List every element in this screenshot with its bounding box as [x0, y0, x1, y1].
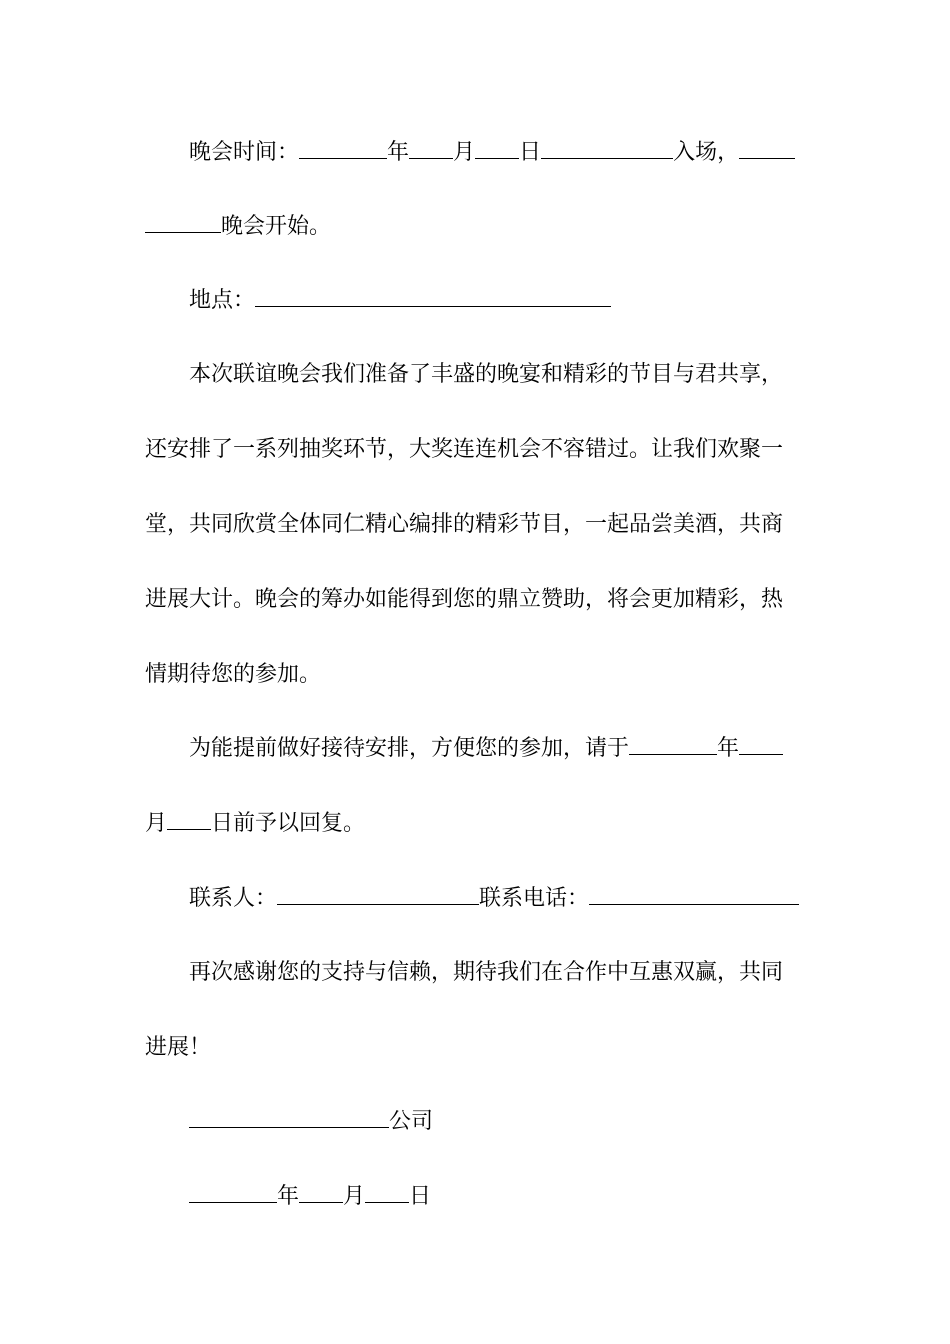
year-text: 年 [387, 140, 410, 165]
para2-line2 [145, 809, 807, 839]
month-blank [409, 138, 453, 159]
reply-day-blank [167, 809, 211, 830]
sign-month-blank [299, 1182, 343, 1203]
start-time-blank-part2 [145, 212, 221, 233]
reply-tail-text: 日前予以回复。 [211, 811, 366, 836]
day-blank [475, 138, 519, 159]
para3-line1: 再次感谢您的支持与信赖，期待我们在合作中互惠双赢，共同 [189, 960, 784, 985]
contact-blank [277, 884, 479, 905]
para1-line4: 进展大计。晚会的筹办如能得到您的鼎立赞助，将会更加精彩，热 [145, 587, 784, 612]
sign-day-blank [365, 1182, 409, 1203]
place-line [145, 286, 807, 316]
reply-year-blank [629, 734, 717, 755]
para1-line5: 情期待您的参加。 [145, 662, 322, 687]
phone-blank [589, 884, 799, 905]
para1-line3: 堂，共同欣赏全体同仁精心编排的精彩节目，一起品尝美酒，共商 [145, 512, 784, 537]
company-text: 公司 [389, 1109, 434, 1134]
sign-day-text: 日 [409, 1184, 432, 1209]
time-label: 晚会时间： [189, 140, 300, 165]
start-text: 晚会开始。 [221, 214, 332, 239]
sign-month-text: 月 [343, 1184, 366, 1209]
reply-year-text: 年 [717, 736, 740, 761]
company-line [145, 1107, 807, 1137]
date-line [145, 1182, 807, 1212]
contact-label: 联系人： [189, 886, 278, 911]
enter-text: 入场， [673, 140, 740, 165]
start-time-blank-part1 [739, 138, 795, 159]
sign-year-text: 年 [277, 1184, 300, 1209]
month-text: 月 [453, 140, 476, 165]
contact-line [145, 884, 807, 914]
para1-line1: 本次联谊晚会我们准备了丰盛的晚宴和精彩的节目与君共享， [189, 362, 784, 387]
sign-year-blank [189, 1182, 277, 1203]
place-label: 地点： [189, 288, 256, 313]
entry-time-blank [541, 138, 673, 159]
day-text: 日 [519, 140, 542, 165]
para2-line1 [145, 734, 807, 764]
company-blank [189, 1107, 389, 1128]
start-line [145, 212, 807, 242]
year-blank [299, 138, 387, 159]
para3-line2: 进展！ [145, 1035, 212, 1060]
time-line [145, 138, 807, 168]
reply-month-text: 月 [145, 811, 168, 836]
place-blank [255, 286, 611, 307]
phone-label: 联系电话： [479, 886, 590, 911]
reply-month-blank [739, 734, 783, 755]
reply-request-text: 为能提前做好接待安排，方便您的参加，请于 [189, 736, 630, 761]
para1-line2: 还安排了一系列抽奖环节，大奖连连机会不容错过。让我们欢聚一 [145, 437, 784, 462]
